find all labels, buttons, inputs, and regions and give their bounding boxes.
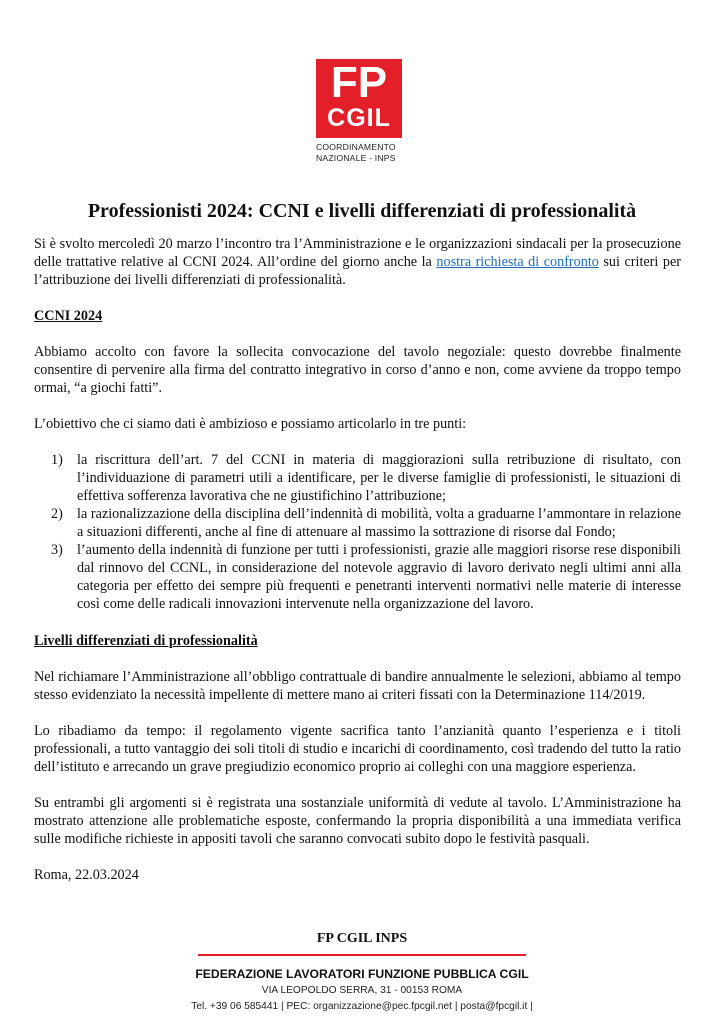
footer-address: VIA LEOPOLDO SERRA, 31 - 00153 ROMA [261, 985, 463, 996]
fp-cgil-logo [316, 59, 402, 138]
section-heading-ccni: CCNI 2024 [34, 308, 103, 324]
section-heading-livelli: Livelli differenziati di professionalità [34, 633, 258, 649]
list-item [34, 451, 681, 505]
logo-subtitle-line1: COORDINAMENTO [316, 142, 396, 152]
document-title: Professionisti 2024: CCNI e livelli differenziati di professionalità [87, 200, 637, 222]
intro-paragraph [34, 235, 681, 289]
footer-divider [198, 954, 526, 956]
place-date: Roma, 22.03.2024 [34, 867, 139, 883]
list-item-number: 1) [51, 452, 63, 468]
ccni-paragraph-2: L’obiettivo che ci siamo dati è ambizioso e possiamo articolarlo in tre punti: [34, 416, 467, 432]
logo-subtitle [316, 142, 416, 164]
list-item-number: 3) [51, 542, 63, 558]
document-body [34, 235, 681, 884]
logo-fp-text: FP [330, 58, 388, 107]
list-item-text: l’aumento della indennità di funzione per tutti i professionisti, grazie alle maggiori risorse rese disponibili dal rinnovo del CCNL, in considerazione del notevole aggravio di lavoro derivato negli ultimi anni alla categoria per effetto dei sempre più frequenti e penetranti interventi normativi nelle materie di interesse così come delle radicali innovazioni intervenute nella organizzazione del lavoro. [77, 542, 681, 612]
footer-contacts: Tel. +39 06 585441 | PEC: organizzazione@pec.fpcgil.net | posta@fpcgil.it | [191, 1001, 533, 1012]
intro-text-before-link: Si è svolto mercoledì 20 marzo l’incontro tra l’Amministrazione e le organizzazioni sindacali per la prosecuzione delle trattative relative al CCNI 2024. All’ordine del giorno anche la [34, 236, 681, 270]
logo-cgil-text: CGIL [327, 104, 391, 132]
list-item-text: la riscrittura dell’art. 7 del CCNI in materia di maggiorazioni sulla retribuzione di risultato, con l’individuazione di parametri utili a identificare, per le diverse famiglie di professionisti, le situazioni di effettiva sofferenza lavorativa che ne giustifichino l’attribuzione; [77, 452, 681, 504]
livelli-paragraph-2: Lo ribadiamo da tempo: il regolamento vigente sacrifica tanto l’anzianità quanto l’esperienza e i titoli professionali, a tutto vantaggio dei soli titoli di studio e incarichi di coordinamento, così tradendo del tutto la ratio dell’istituto e arrecando un grave pregiudizio economico proprio ai colleghi con una maggiore esperienza. [34, 723, 681, 775]
request-link[interactable]: nostra richiesta di confronto [436, 254, 599, 270]
list-item-number: 2) [51, 506, 63, 522]
livelli-paragraph-1: Nel richiamare l’Amministrazione all’obbligo contrattuale di bandire annualmente le selezioni, abbiamo al tempo stesso evidenziato la necessità impellente di mettere mano ai criteri fissati con la Determinazione 114/2019. [34, 669, 681, 703]
list-item [34, 541, 681, 613]
list-item [34, 505, 681, 541]
list-item-text: la razionalizzazione della disciplina dell’indennità di mobilità, volta a graduarne l’ammontare in relazione a situazioni differenti, anche al fine di attenuare al massimo la sottrazione di risorse dal Fondo; [77, 506, 681, 540]
footer-organization: FEDERAZIONE LAVORATORI FUNZIONE PUBBLICA CGIL [195, 967, 529, 981]
logo-subtitle-line2: NAZIONALE - INPS [316, 153, 396, 163]
livelli-paragraph-3: Su entrambi gli argomenti si è registrata una sostanziale uniformità di vedute al tavolo. L’Amministrazione ha mostrato attenzione alle problematiche esposte, confermando la propria disponibilità a una immediata verifica sulle modifiche richieste in appositi tavoli che saranno convocati subito dopo le festività pasquali. [34, 795, 681, 847]
ccni-paragraph-1: Abbiamo accolto con favore la sollecita convocazione del tavolo negoziale: questo dovrebbe finalmente consentire di pervenire alla firma del contratto integrativo in corso d’anno e non, come avviene da troppo tempo ormai, “a giochi fatti”. [34, 344, 681, 396]
intro-text-after-link: sui criteri per l’attribuzione dei livelli differenziati di professionalità. [34, 254, 681, 288]
signature: FP CGIL INPS [316, 931, 408, 946]
goals-list [34, 451, 681, 613]
